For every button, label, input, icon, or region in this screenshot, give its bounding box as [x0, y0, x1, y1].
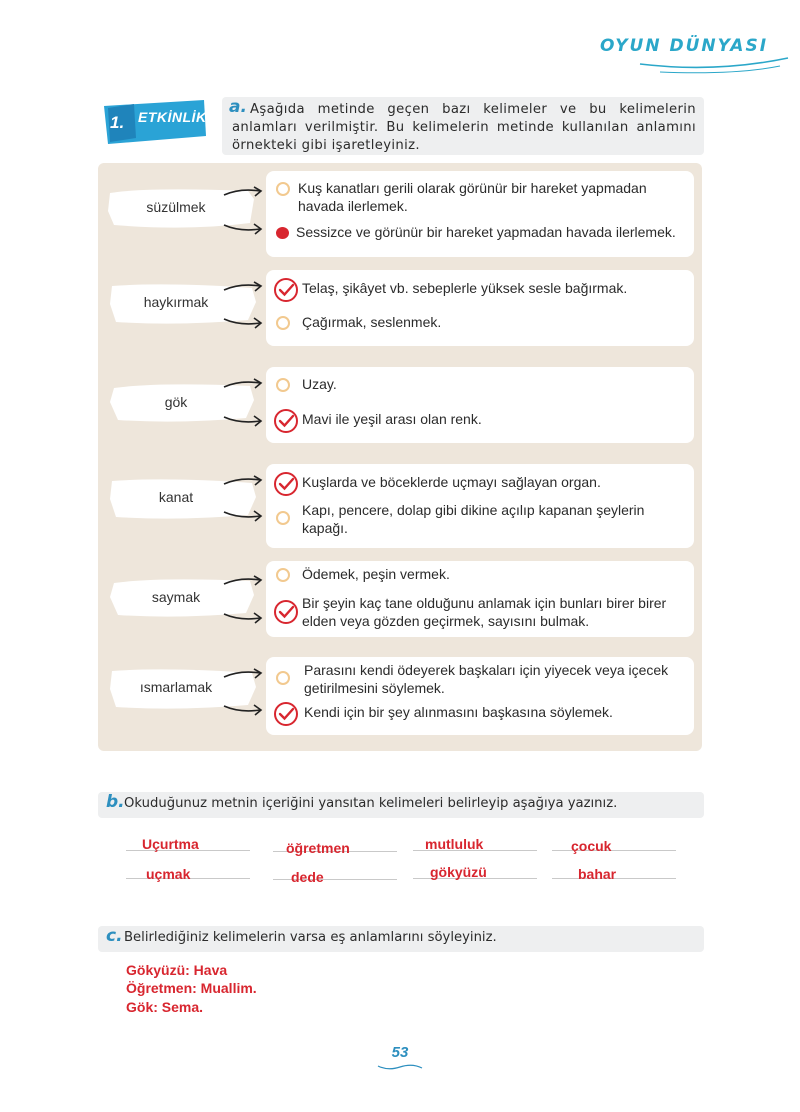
question-a-letter: a.: [229, 97, 247, 117]
question-c-letter: c.: [106, 926, 123, 946]
option-text: Sessizce ve görünür bir hareket yapmadan havada ilerlemek.: [296, 224, 676, 240]
word-text: gök: [164, 394, 188, 410]
option-text: Kendi için bir şey alınmasını başkasına söylemek.: [304, 704, 613, 720]
answer-word: Uçurtma: [142, 836, 199, 852]
arrow-right-icon: [222, 378, 264, 392]
options-card-ismarlamak: [266, 657, 694, 735]
word-text: saymak: [151, 589, 201, 605]
arrow-right-icon: [222, 413, 264, 427]
arrow-right-icon: [222, 186, 264, 200]
option-item-selected[interactable]: [276, 279, 690, 297]
filled-dot-icon[interactable]: [276, 227, 289, 239]
answer-word: gökyüzü: [430, 864, 487, 880]
arrow-right-icon: [222, 668, 264, 682]
radio-circle-icon[interactable]: [276, 511, 290, 525]
answer-word: çocuk: [571, 838, 612, 854]
arrow-right-icon: [222, 221, 264, 235]
question-b-text: Okuduğunuz metnin içeriğini yansıtan kelimeleri belirleyip aşağıya yazınız.: [124, 796, 618, 811]
option-item-selected[interactable]: [276, 473, 690, 491]
option-text: Uzay.: [302, 376, 337, 392]
option-item[interactable]: [276, 501, 666, 537]
answer-word: uçmak: [146, 866, 191, 882]
option-item-selected[interactable]: [276, 594, 686, 630]
options-card-kanat: [266, 464, 694, 548]
word-text: kanat: [158, 489, 194, 505]
checkmark-circle-icon[interactable]: [272, 598, 300, 626]
option-item-selected[interactable]: [276, 703, 690, 721]
option-item-selected[interactable]: [276, 410, 690, 428]
question-a-text: Aşağıda metinde geçen bazı kelimeler ve bu kelimelerin anlamları verilmiştir. Bu kelimelerin metinde kullanılan anlamını örnekteki gibi işaretleyiniz.: [232, 102, 696, 153]
option-text: Kuş kanatları gerili olarak görünür bir hareket yapmadan havada ilerlemek.: [298, 180, 647, 214]
activity-badge: [100, 98, 208, 146]
radio-circle-icon[interactable]: [276, 316, 290, 330]
option-item-selected[interactable]: [276, 223, 690, 241]
synonym-answer: Gökyüzü: Hava: [126, 962, 228, 978]
answer-word: bahar: [578, 866, 617, 882]
option-text: Ödemek, peşin vermek.: [302, 566, 450, 582]
radio-circle-icon[interactable]: [276, 378, 290, 392]
word-text: haykırmak: [143, 294, 209, 310]
option-item[interactable]: [276, 313, 690, 331]
option-item[interactable]: [276, 179, 690, 215]
arrow-right-icon: [222, 702, 264, 716]
radio-circle-icon[interactable]: [276, 671, 290, 685]
answer-word: dede: [291, 869, 324, 885]
options-card-saymak: [266, 561, 694, 637]
question-a-box: [222, 97, 704, 155]
question-c-text: Belirlediğiniz kelimelerin varsa eş anlamlarını söyleyiniz.: [124, 930, 497, 945]
option-text: Çağırmak, seslenmek.: [302, 314, 442, 330]
question-b-box: [98, 792, 704, 818]
option-text: Parasını kendi ödeyerek başkaları için yiyecek veya içecek getirilmesini söylemek.: [304, 662, 669, 696]
synonym-answer: Gök: Sema.: [126, 999, 204, 1015]
arrow-right-icon: [222, 575, 264, 589]
radio-circle-icon[interactable]: [276, 182, 290, 196]
answer-word: öğretmen: [286, 840, 350, 856]
arrow-right-icon: [222, 508, 264, 522]
option-text: Kuşlarda ve böceklerde uçmayı sağlayan organ.: [302, 474, 601, 490]
checkmark-circle-icon[interactable]: [272, 276, 300, 304]
activity-number: 1.: [110, 113, 125, 132]
options-card-suzulmek: [266, 171, 694, 257]
page-number-swash-icon: [376, 1062, 424, 1072]
question-b-letter: b.: [106, 792, 125, 812]
option-text: Bir şeyin kaç tane olduğunu anlamak için bunları birer birer elden veya gözden geçirmek, sayısını bulmak.: [302, 595, 667, 629]
brand-swash-icon: [600, 50, 790, 76]
checkmark-circle-icon[interactable]: [272, 470, 300, 498]
page-number: 53: [391, 1044, 409, 1061]
word-text: süzülmek: [146, 199, 206, 215]
activity-label: ETKİNLİK: [138, 109, 207, 125]
book-brand: [600, 36, 790, 76]
option-text: Mavi ile yeşil arası olan renk.: [302, 411, 482, 427]
word-text: ısmarlamak: [139, 679, 213, 695]
option-item[interactable]: [276, 661, 686, 697]
radio-circle-icon[interactable]: [276, 568, 290, 582]
checkmark-circle-icon[interactable]: [272, 407, 300, 435]
options-card-gok: [266, 367, 694, 443]
arrow-right-icon: [222, 475, 264, 489]
brand-title: OYUN DÜNYASI: [600, 36, 769, 56]
word-meaning-panel: [98, 163, 702, 751]
option-text: Kapı, pencere, dolap gibi dikine açılıp kapanan şeylerin kapağı.: [302, 502, 645, 536]
arrow-right-icon: [222, 610, 264, 624]
arrow-right-icon: [222, 315, 264, 329]
options-card-haykirmak: [266, 270, 694, 346]
option-item[interactable]: [276, 565, 690, 583]
synonym-answer: Öğretmen: Muallim.: [126, 980, 257, 996]
option-text: Telaş, şikâyet vb. sebeplerle yüksek sesle bağırmak.: [302, 280, 628, 296]
answer-word: mutluluk: [425, 836, 484, 852]
arrow-right-icon: [222, 281, 264, 295]
question-c-box: [98, 926, 704, 952]
checkmark-circle-icon[interactable]: [272, 700, 300, 728]
option-item[interactable]: [276, 375, 690, 393]
